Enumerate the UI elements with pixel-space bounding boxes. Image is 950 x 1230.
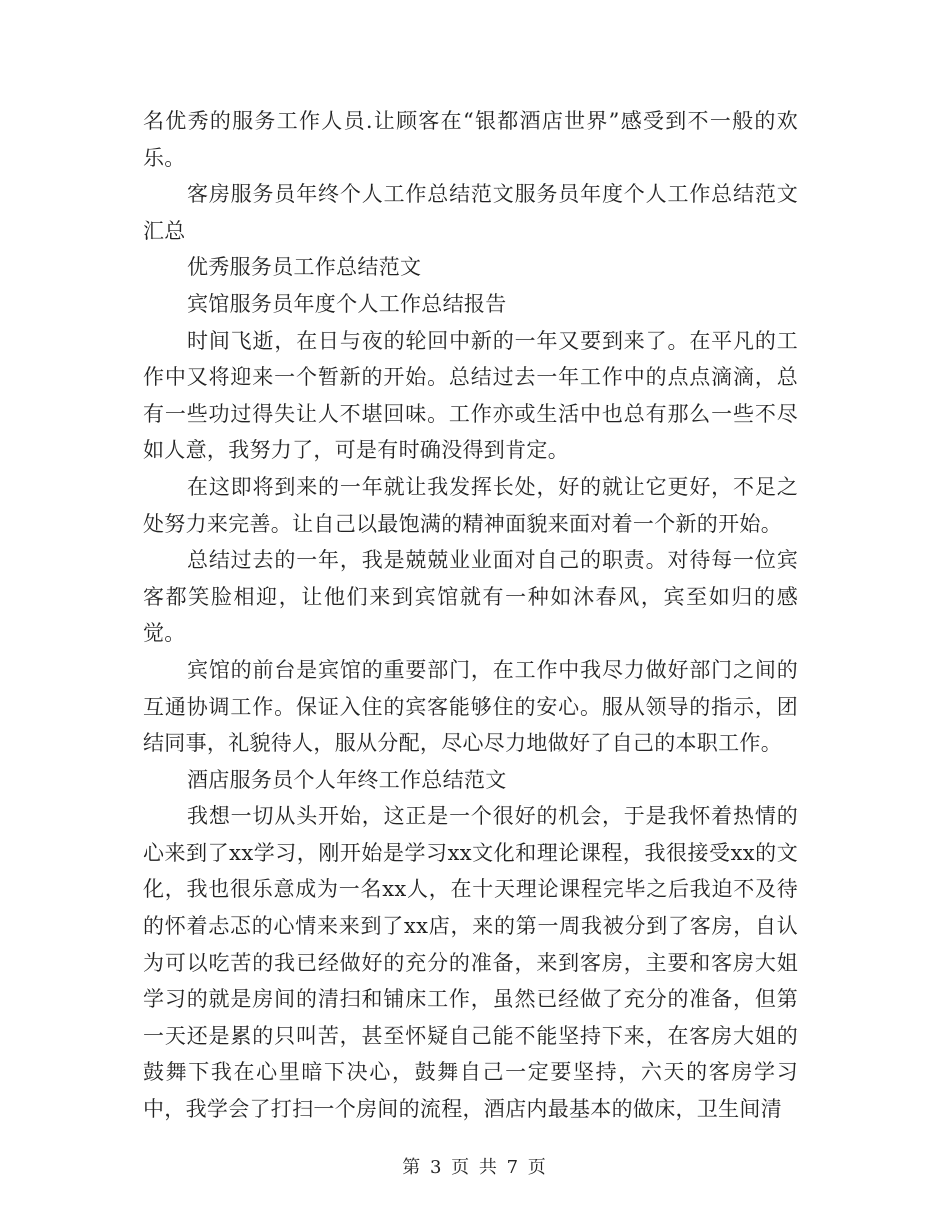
paragraph-continuation: 名优秀的服务工作人员.让顾客在“银都酒店世界”感受到不一般的欢乐。 <box>143 109 798 170</box>
heading-summary-collection: 客房服务员年终个人工作总结范文服务员年度个人工作总结范文汇总 <box>143 182 798 243</box>
heading-hotel-staff-summary: 酒店服务员个人年终工作总结范文 <box>187 767 507 792</box>
paragraph-past-year: 总结过去的一年，我是兢兢业业面对自己的职责。对待每一位宾客都笑脸相迎，让他们来到宾馆就有一种如沐春风，宾至如归的感觉。 <box>143 548 798 646</box>
heading-excellent-waiter: 优秀服务员工作总结范文 <box>187 255 422 280</box>
paragraph-time-flies: 时间飞逝，在日与夜的轮回中新的一年又要到来了。在平凡的工作中又将迎来一个暂新的开始。总结过去一年工作中的点点滴滴，总有一些功过得失让人不堪回味。工作亦或生活中也总有那么一些不尽如人意，我努力了，可是有时确没得到肯定。 <box>143 328 798 463</box>
paragraph-new-year: 在这即将到来的一年就让我发挥长处，好的就让它更好，不足之处努力来完善。让自己以最饱满的精神面貌来面对着一个新的开始。 <box>143 474 798 536</box>
paragraph-front-desk: 宾馆的前台是宾馆的重要部门，在工作中我尽力做好部门之间的互通协调工作。保证入住的宾客能够住的安心。服从领导的指示，团结同事，礼貌待人，服从分配，尽心尽力地做好了自己的本职工作。 <box>143 657 798 756</box>
paragraph-fresh-start: 我想一切从头开始，这正是一个很好的机会，于是我怀着热情的心来到了xx学习，刚开始是学习xx文化和理论课程，我很接受xx的文化，我也很乐意成为一名xx人，在十天理论课程完毕之后我迫不及待的怀着忐忑的心情来来到了xx店，来的第一周我被分到了客房，自认为可以吃苦的我已经做好的充分的准备，来到客房，主要和客房大姐学习的就是房间的清扫和铺床工作，虽然已经做了充分的准备，但第一天还是累的只叫苦，甚至怀疑自己能不能坚持下来，在客房大姐的鼓舞下我在心里暗下决心，鼓舞自己一定要坚持，六天的客房学习中，我学会了打扫一个房间的流程，酒店内最基本的做床，卫生间清 <box>143 804 798 1122</box>
page-footer <box>0 1153 950 1179</box>
heading-hotel-annual-report: 宾馆服务员年度个人工作总结报告 <box>187 291 507 316</box>
document-body <box>143 103 798 1128</box>
page-number-label: 第 3 页 共 7 页 <box>402 1157 548 1178</box>
